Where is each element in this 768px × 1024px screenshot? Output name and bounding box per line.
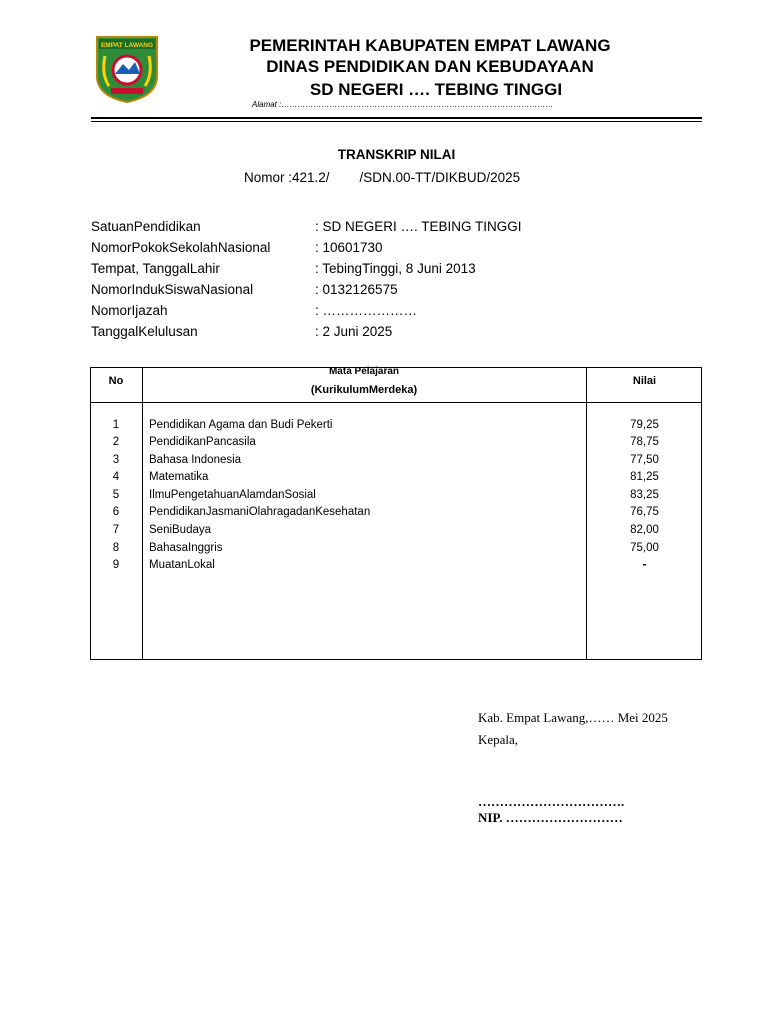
row-subject: PendidikanPancasila <box>149 436 256 448</box>
signature-nip: NIP. ……………………… <box>478 810 623 825</box>
row-score: 76,75 <box>630 506 659 518</box>
info-label-school: SatuanPendidikan <box>91 219 201 234</box>
row-no: 3 <box>112 454 120 466</box>
row-subject: IlmuPengetahuanAlamdanSosial <box>149 489 316 501</box>
info-label-graduation: TanggalKelulusan <box>91 324 198 339</box>
info-value-nisn: : 0132126575 <box>315 282 398 297</box>
row-no: 5 <box>112 489 120 501</box>
row-score: 79,25 <box>630 419 659 431</box>
signature-name-line: ……………………………. <box>478 794 625 809</box>
table-divider-no <box>142 367 143 660</box>
row-score: 82,00 <box>630 524 659 536</box>
row-subject: Pendidikan Agama dan Budi Pekerti <box>149 419 333 431</box>
header-government: PEMERINTAH KABUPATEN EMPAT LAWANG <box>249 36 611 55</box>
info-value-birth: : TebingTinggi, 8 Juni 2013 <box>315 261 476 276</box>
row-no: 6 <box>112 506 120 518</box>
th-score: Nilai <box>632 375 657 387</box>
info-label-npsn: NomorPokokSekolahNasional <box>91 240 271 255</box>
row-subject: BahasaInggris <box>149 542 223 554</box>
row-no: 4 <box>112 471 120 483</box>
signature-role: Kepala, <box>478 732 519 747</box>
table-header-rule <box>90 402 702 403</box>
row-subject: SeniBudaya <box>149 524 212 536</box>
document-number: Nomor :421.2/ /SDN.00-TT/DIKBUD/2025 <box>244 170 521 185</box>
row-no: 2 <box>112 436 120 448</box>
th-curriculum: (KurikulumMerdeka) <box>310 384 418 396</box>
document-title: TRANSKRIP NILAI <box>337 147 456 162</box>
row-no: 9 <box>112 559 120 571</box>
row-no: 8 <box>112 542 120 554</box>
info-label-nisn: NomorIndukSiswaNasional <box>91 282 254 297</box>
row-score: 78,75 <box>630 436 659 448</box>
info-value-graduation: : 2 Juni 2025 <box>315 324 393 339</box>
header-department: DINAS PENDIDIKAN DAN KEBUDAYAAN <box>266 57 594 76</box>
signature-place-date: Kab. Empat Lawang,…… Mei 2025 <box>478 710 668 725</box>
info-value-certificate: : ………………… <box>315 303 418 318</box>
th-no: No <box>108 375 124 387</box>
header-rule-thin <box>91 121 702 122</box>
row-score: 81,25 <box>630 471 659 483</box>
row-no: 1 <box>112 419 120 431</box>
row-score: 77,50 <box>630 454 659 466</box>
row-subject: Matematika <box>149 471 209 483</box>
regency-logo <box>93 34 161 104</box>
row-score: 75,00 <box>630 542 659 554</box>
th-subject: Mata Pelajaran <box>328 366 400 377</box>
logo-text: EMPAT LAWANG <box>100 42 154 49</box>
header-address: Alamat :………………………………………………………………………………………… <box>252 100 554 109</box>
row-no: 7 <box>112 524 120 536</box>
info-label-birth: Tempat, TanggalLahir <box>91 261 220 276</box>
row-subject: Bahasa Indonesia <box>149 454 242 466</box>
row-subject: PendidikanJasmaniOlahragadanKesehatan <box>149 506 371 518</box>
row-score: - <box>642 559 647 571</box>
info-label-certificate: NomorIjazah <box>91 303 168 318</box>
info-value-school: : SD NEGERI …. TEBING TINGGI <box>315 219 522 234</box>
header-school: SD NEGERI …. TEBING TINGGI <box>309 80 563 99</box>
info-value-npsn: : 10601730 <box>315 240 383 255</box>
row-score: 83,25 <box>630 489 659 501</box>
row-subject: MuatanLokal <box>149 559 215 571</box>
header-rule-thick <box>91 117 702 119</box>
